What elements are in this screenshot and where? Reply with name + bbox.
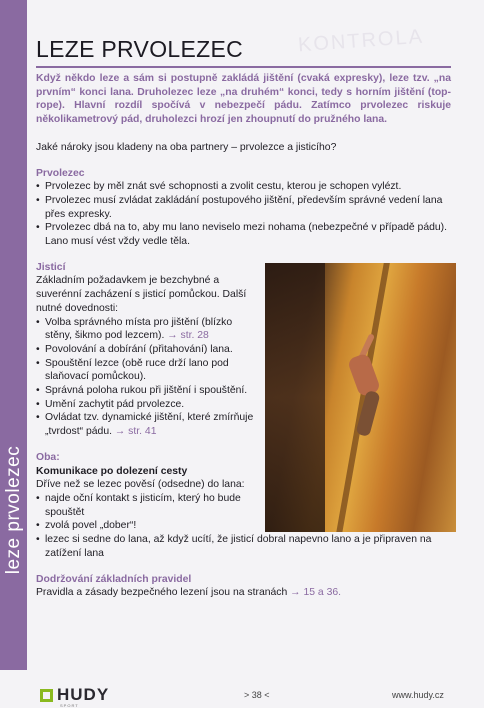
page-reference[interactable]: str. 41 (128, 426, 157, 438)
prvolezec-list (36, 180, 454, 249)
intro-paragraph: Když někdo leze a sám si postupně zakládá jištění (cvaká expresky), leze tzv. „na prvním“ konci lana. Druholezec leze „na druhém“ konci, tedy s horním jištění (top-rope). Hlavní rozdíl spočívá v nebezpečí pádu. Zatímco prvolezec riskuje několikametrový pád, druholezci hrozí jen zhoupnutí do pružného lana. (36, 73, 451, 126)
content (36, 72, 454, 600)
website-link[interactable]: www.hudy.cz (392, 690, 444, 700)
list-item: • zvolá povel „dober“! (36, 519, 454, 533)
watermark: KONTROLA (297, 25, 425, 57)
list-item: • Prvolezec by měl znát své schopnosti a zvolit cestu, kterou je schopen vylézt. (36, 180, 454, 194)
sidebar-label: leze prvolezec (3, 445, 25, 575)
list-item: • lezec si sedne do lana, až když ucítí, že jisticí dobral napevno lano a je připraven na zatížení lana (36, 533, 454, 560)
logo-square-icon (40, 689, 53, 702)
brand-logo (40, 685, 110, 704)
jistici-intro: Základním požadavkem je bezchybné a suverénní zacházení s jisticí pomůckou. Další nutné dovednosti: (36, 275, 247, 314)
list-item: • Umění zachytit pád prvolezce. (36, 398, 261, 412)
list-item: • Prvolezec musí zvládat zakládání postupového jištění, především správné vedení lana přes expresky. (36, 194, 454, 221)
section-heading: Oba: (36, 451, 60, 463)
section-oba (36, 451, 454, 561)
section-heading: Dodržování základních pravidel (36, 573, 192, 585)
oba-intro: Dříve než se lezec pověsí (odsedne) do lana: (36, 479, 245, 491)
rules-text: Pravidla a zásady bezpečného lezení jsou na stranách → 15 a 36. (36, 587, 342, 599)
page-number: > 38 < (244, 690, 270, 700)
list-item: • Správná poloha rukou při jištění i spouštění. (36, 384, 261, 398)
question: Jaké nároky jsou kladeny na oba partnery – prvolezce a jisticího? (36, 141, 337, 153)
section-heading: Prvolezec (36, 167, 85, 179)
list-item: • Povolování a dobírání (přitahování) lana. (36, 343, 261, 357)
title-rule (36, 66, 451, 68)
logo-text: HUDY (57, 685, 110, 704)
section-rules (36, 573, 454, 600)
list-item: • najde oční kontakt s jisticím, který ho bude spouštět (36, 492, 261, 519)
list-item: • Prvolezec dbá na to, aby mu lano neviselo mezi nohama (nebezpečné v případě pádu). Lano musí vést vždy vedle těla. (36, 221, 454, 248)
page-title: LEZE PRVOLEZEC (36, 36, 244, 62)
list-item: • Volba správného místa pro jištění (blízko stěny, šikmo pod lezcem). → str. 28 (36, 316, 261, 343)
section-jistici (36, 261, 261, 439)
logo-subtext: SPORT (60, 703, 79, 708)
list-item: • Ovládat tzv. dynamické jištění, které zmírňuje „tvrdost“ pádu. → str. 41 (36, 411, 261, 438)
oba-list (36, 492, 454, 561)
section-prvolezec (36, 167, 454, 249)
page-reference[interactable]: str. 28 (180, 330, 209, 342)
oba-subheading: Komunikace po dolezení cesty (36, 465, 188, 477)
page-reference[interactable]: 15 a 36. (303, 587, 342, 599)
jistici-list (36, 316, 261, 439)
list-item: • Spouštění lezce (obě ruce drží lano pod slaňovací pomůckou). (36, 357, 261, 384)
section-heading: Jisticí (36, 261, 66, 273)
